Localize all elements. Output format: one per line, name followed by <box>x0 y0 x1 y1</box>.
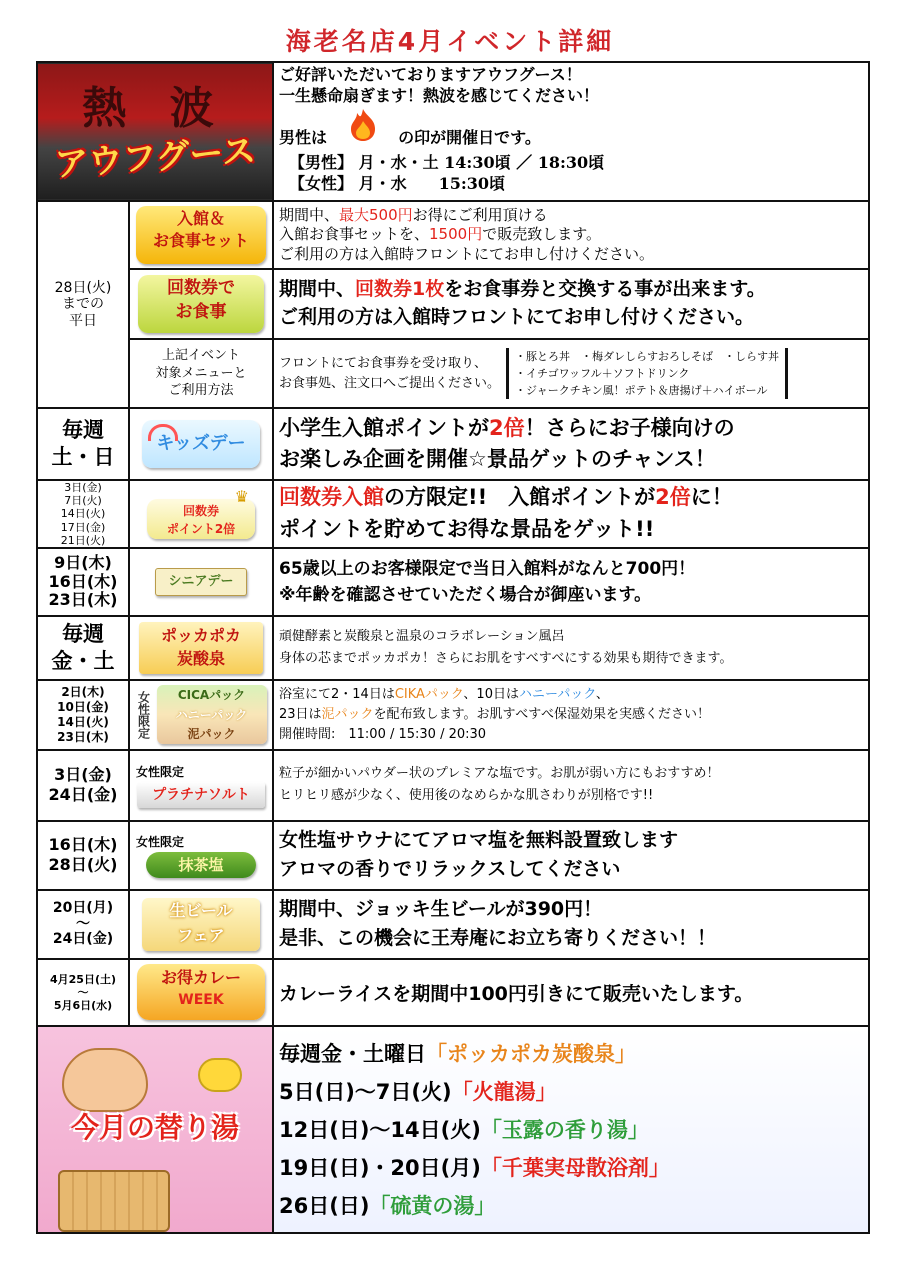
senior-badge <box>155 568 247 596</box>
kaisuken-date-1: 3日(金) <box>64 481 102 494</box>
tansan-row <box>37 616 869 680</box>
set-line1 <box>279 206 868 226</box>
pack-line3: 開催時間: 11:00 / 15:30 / 20:30 <box>279 727 487 742</box>
kids-date-line1: 毎週 <box>62 417 104 442</box>
ticket-desc <box>273 269 869 339</box>
matcha-line1: 女性塩サウナにてアロマ塩を無料設置致します <box>279 829 679 851</box>
pack-line1d: ハニーパック <box>518 686 596 702</box>
kaisuken-point-desc <box>273 480 869 548</box>
senior-line1: 65歳以上のお客様限定で当日入館料がなんと700円！ <box>279 558 696 579</box>
howto-label <box>129 339 273 408</box>
pack-line1c: 、10日は <box>463 686 519 702</box>
kaisuken-point-line1b: の方限定!! 入館ポイントが <box>384 485 656 510</box>
senior-row <box>37 548 869 616</box>
event-table <box>36 61 870 1234</box>
howto-row <box>37 339 869 408</box>
kawari-row-2-name: 「火龍湯」 <box>451 1080 557 1105</box>
tansan-date-line2: 金・土 <box>51 648 115 673</box>
matcha-date-2: 28日(火) <box>48 855 118 875</box>
kawari-label: 今月の替り湯 <box>70 1110 239 1144</box>
beer-badge-line1: 生ビール <box>169 900 233 920</box>
kaisuken-point-badge-line1: 回数券 <box>182 503 219 518</box>
kids-row <box>37 408 869 480</box>
tansan-line2: 身体の芯までポッカポカ！さらにお肌をすべすべにする効果も期待できます。 <box>279 650 733 666</box>
ticket-line1 <box>279 276 868 304</box>
ticket-line1a: 期間中、 <box>279 278 356 301</box>
set-line1b: 最大500円 <box>339 205 413 224</box>
aufguss-desc <box>273 62 869 201</box>
ticket-line1b: 回数券1枚 <box>355 278 445 301</box>
pack-date-1: 2日(木) <box>61 684 105 699</box>
kids-badge-cell <box>129 408 273 480</box>
menu-item-3: ・ジャークチキン風！ポテト＆唐揚げ＋ハイボール <box>515 384 768 398</box>
set-line2 <box>279 225 868 245</box>
beer-badge <box>142 898 260 951</box>
kawari-row-1-date: 毎週金・土曜日 <box>279 1042 426 1067</box>
aufguss-logo-top: 熱 波 <box>82 83 228 134</box>
ticket-badge <box>138 275 264 333</box>
senior-desc <box>273 548 869 616</box>
kawari-row-2 <box>279 1073 868 1111</box>
aufguss-line2: 一生懸命扇ぎます！熱波を感じてください！ <box>279 85 600 105</box>
kawari-row-3-name: 「玉露の香り湯」 <box>480 1118 649 1143</box>
matcha-badge <box>146 852 256 878</box>
pack-badge-line1: CICAパック <box>177 688 246 703</box>
set-badge-cell <box>129 201 273 269</box>
platinum-badge-top: 女性限定 <box>136 764 185 779</box>
set-line2b: 1500円 <box>429 225 483 244</box>
kawari-label-cell <box>37 1026 273 1233</box>
kaisuken-date-3: 14日(火) <box>60 507 106 521</box>
flame-icon <box>333 107 393 153</box>
aufguss-line1: ご好評いただいておりますアウフグース！ <box>279 65 582 84</box>
menu-item-2: ・イチゴワッフル＋ソフトドリンク <box>515 366 690 380</box>
howto-line2: お食事処、注文口へご提出ください。 <box>279 375 501 391</box>
matcha-desc <box>273 821 869 890</box>
kawari-row-1-name: 「ポッカポカ炭酸泉」 <box>426 1042 636 1067</box>
pack-line1 <box>279 685 868 705</box>
aufguss-row <box>37 62 869 201</box>
ticket-badge-line1: 回数券で <box>167 278 235 298</box>
kawari-row-4-name: 「千葉実母散浴剤」 <box>480 1156 670 1181</box>
kids-date <box>37 408 129 480</box>
pack-dates <box>37 680 129 750</box>
kawari-row-4-date: 19日(日)・20日(月) <box>279 1156 481 1181</box>
beer-desc <box>273 890 869 959</box>
curry-dates <box>37 959 129 1026</box>
set-line3: ご利用の方は入館時フロントにてお申し付けください。 <box>279 244 655 263</box>
weekday-date-line2: までの <box>62 296 104 313</box>
kawari-desc <box>273 1026 869 1233</box>
curry-row <box>37 959 869 1026</box>
kaisuken-point-line1c: 2倍 <box>655 485 691 510</box>
platinum-row <box>37 750 869 821</box>
curry-line1: カレーライスを期間中100円引きにて販売いたします。 <box>279 982 754 1005</box>
kawari-row-5-date: 26日(日) <box>279 1194 370 1219</box>
tansan-date-line1: 毎週 <box>62 621 104 646</box>
kaisuken-point-line1 <box>279 482 868 514</box>
pack-date-2: 10日(金) <box>57 699 109 714</box>
pack-line2b: 泥パック <box>321 706 374 722</box>
tansan-badge-line2: 炭酸泉 <box>176 649 225 669</box>
pack-vertical-label: 女性限定 <box>136 690 151 739</box>
kids-desc <box>273 408 869 480</box>
kids-line1c: ！さらにお子様向けの <box>524 415 735 440</box>
platinum-badge-cell <box>129 750 273 821</box>
set-badge-line2: お食事セット <box>152 231 249 251</box>
aufguss-male: 【男性】 月・水・土 14:30頃 ／ 18:30頃 <box>289 152 605 172</box>
beer-date-1: 20日(月) <box>52 900 114 917</box>
platinum-badge-label: プラチナソルト <box>152 786 250 803</box>
ticket-line1c: をお食事券と交換する事が出来ます。 <box>444 278 766 301</box>
aufguss-line3 <box>279 107 868 153</box>
curry-badge <box>137 964 265 1020</box>
senior-date-1: 9日(木) <box>54 553 112 573</box>
set-line2c: で販売致します。 <box>482 225 602 244</box>
matcha-row <box>37 821 869 890</box>
kids-line1a: 小学生入館ポイントが <box>279 415 489 440</box>
kaisuken-point-badge <box>147 486 255 539</box>
pack-badge-line2: ハニーパック <box>175 707 248 722</box>
kids-line1b: 2倍 <box>489 415 525 440</box>
menu-item-1: ・豚とろ丼 ・梅ダレしらすおろしそば ・しらす丼 <box>515 349 780 363</box>
pack-badge-line3: 泥パック <box>187 726 236 741</box>
kawari-row-3-date: 12日(日)～14日(火) <box>279 1118 481 1143</box>
kids-badge <box>142 420 260 468</box>
platinum-desc <box>273 750 869 821</box>
senior-date-3: 23日(木) <box>48 590 118 610</box>
kids-date-line2: 土・日 <box>51 445 115 469</box>
senior-badge-label: シニアデー <box>168 573 234 589</box>
ticket-badge-cell <box>129 269 273 339</box>
pack-line1b: CIKAパック <box>394 686 464 702</box>
kawari-row-5 <box>279 1187 868 1225</box>
aufguss-female: 【女性】 月・水 15:30頃 <box>289 173 506 193</box>
pack-date-4: 23日(木) <box>57 729 109 744</box>
curry-desc <box>273 959 869 1026</box>
bath-character-icon <box>62 1048 148 1112</box>
crown-icon: ♛ <box>234 486 249 506</box>
set-desc <box>273 201 869 269</box>
tansan-badge <box>139 622 263 674</box>
kaisuken-date-2: 7日(火) <box>64 494 102 508</box>
howto-label-line1: 上記イベント <box>161 348 240 364</box>
pack-line2 <box>279 705 868 725</box>
matcha-badge-cell <box>129 821 273 890</box>
aufguss-logo-bottom: アウフグース <box>53 131 258 185</box>
platinum-badge <box>137 782 265 808</box>
platinum-line2: ヒリヒリ感が少なく、使用後のなめらかな肌さわりが別格です!! <box>279 788 654 804</box>
pack-badge <box>157 685 267 744</box>
kaisuken-point-line1d: に！ <box>690 485 733 510</box>
howto-label-line2: 対象メニューと <box>155 365 247 381</box>
aufguss-logo <box>37 62 273 201</box>
tansan-date <box>37 616 129 680</box>
wooden-bucket-icon <box>58 1170 170 1232</box>
kawari-row-2-date: 5日(日)～7日(火) <box>279 1080 452 1105</box>
rainbow-icon <box>148 424 178 441</box>
pack-line1e: 、 <box>595 686 609 702</box>
platinum-dates <box>37 750 129 821</box>
page-title: 海老名店4月イベント詳細 <box>285 27 615 56</box>
ticket-badge-line2: お食事 <box>175 301 227 322</box>
beer-line1: 期間中、ジョッキ生ビールが390円！ <box>279 898 603 920</box>
set-line1a: 期間中、 <box>279 205 340 224</box>
pack-badge-cell <box>129 680 273 750</box>
kaisuken-date-5: 21日(火) <box>60 533 106 547</box>
matcha-date-1: 16日(木) <box>48 834 118 854</box>
matcha-line2: アロマの香りでリラックスしてください <box>279 858 621 881</box>
howto-desc <box>273 339 869 408</box>
aufguss-line3b: の印が開催日です。 <box>398 127 541 147</box>
beer-badge-cell <box>129 890 273 959</box>
curry-badge-cell <box>129 959 273 1026</box>
pack-date-3: 14日(火) <box>57 714 109 729</box>
tansan-badge-line1: ポッカポカ <box>160 625 241 645</box>
set-line1c: お得にご利用頂ける <box>412 205 548 224</box>
kawari-row-5-name: 「硫黄の湯」 <box>369 1194 496 1219</box>
beer-row <box>37 890 869 959</box>
platinum-date-2: 24日(金) <box>48 785 118 805</box>
pack-line2c: を配布致します。お肌すべすべ保湿効果を実感ください！ <box>373 706 711 722</box>
pack-line2a: 23日は <box>279 706 322 722</box>
kaisuken-date-4: 17日(金) <box>60 520 106 534</box>
curry-badge-line2: WEEK <box>178 992 224 1009</box>
matcha-dates <box>37 821 129 890</box>
weekday-date-line3: 平日 <box>69 312 97 329</box>
curry-badge-line1: お得カレー <box>160 968 241 988</box>
pack-line1a: 浴室にて2・14日は <box>279 686 395 702</box>
set-badge-line1: 入館＆ <box>176 209 225 228</box>
howto-label-line3: ご利用方法 <box>168 383 234 399</box>
kaisuken-point-badge-line2: ポイント2倍 <box>166 521 236 536</box>
aufguss-line3a: 男性は <box>279 127 328 147</box>
curry-date-1: 4月25日(土) <box>49 972 117 986</box>
curry-date-2: ～ <box>77 985 89 999</box>
senior-dates <box>37 548 129 616</box>
beer-badge-line2: フェア <box>177 925 225 945</box>
senior-date-2: 16日(木) <box>48 571 118 591</box>
set-badge <box>136 206 266 264</box>
tansan-desc <box>273 616 869 680</box>
set-row <box>37 201 869 269</box>
kids-badge-label: キッズデー <box>156 433 246 454</box>
ticket-row <box>37 269 869 339</box>
senior-badge-cell <box>129 548 273 616</box>
matcha-badge-label: 抹茶塩 <box>178 855 224 874</box>
kawari-row-3 <box>279 1111 868 1149</box>
platinum-line1: 粒子が細かいパウダー状のプレミアな塩です。お肌が弱い方にもおすすめ！ <box>279 765 720 781</box>
kaisuken-point-line1a: 回数券入館 <box>279 485 384 510</box>
tansan-line1: 頑健酵素と炭酸泉と温泉のコラボレーション風呂 <box>279 628 565 644</box>
kaisuken-point-badge-cell <box>129 480 273 548</box>
ticket-line2: ご利用の方は入館時フロントにてお申し付けください。 <box>279 306 755 328</box>
tansan-badge-cell <box>129 616 273 680</box>
set-line2a: 入館お食事セットを、 <box>279 225 430 244</box>
pack-desc <box>273 680 869 750</box>
weekday-date-line1: 28日(火) <box>54 280 112 297</box>
beer-date-3: 24日(金) <box>52 931 114 948</box>
kawari-row <box>37 1026 869 1233</box>
weekday-date <box>37 201 129 408</box>
kids-line1 <box>279 413 868 445</box>
kaisuken-point-row <box>37 480 869 548</box>
beer-date-2: ～ <box>76 915 90 932</box>
platinum-date-1: 3日(金) <box>54 764 112 784</box>
pack-row <box>37 680 869 750</box>
beer-dates <box>37 890 129 959</box>
kaisuken-point-dates <box>37 480 129 548</box>
senior-line2: ※年齢を確認させていただく場合が御座います。 <box>279 584 652 605</box>
matcha-badge-top: 女性限定 <box>136 834 185 849</box>
kawari-row-4 <box>279 1149 868 1187</box>
beer-line2: 是非、この機会に王寿庵にお立ち寄りください！！ <box>279 927 717 950</box>
howto-line1: フロントにてお食事券を受け取り、 <box>279 356 488 371</box>
duck-icon <box>198 1058 242 1092</box>
menu-list <box>506 348 788 399</box>
kaisuken-point-line2: ポイントを貯めてお得な景品をゲット!! <box>279 516 655 541</box>
kids-line2: お楽しみ企画を開催☆景品ゲットのチャンス！ <box>279 447 716 471</box>
curry-date-3: 5月6日(水) <box>53 999 113 1013</box>
kawari-row-1 <box>279 1035 868 1073</box>
